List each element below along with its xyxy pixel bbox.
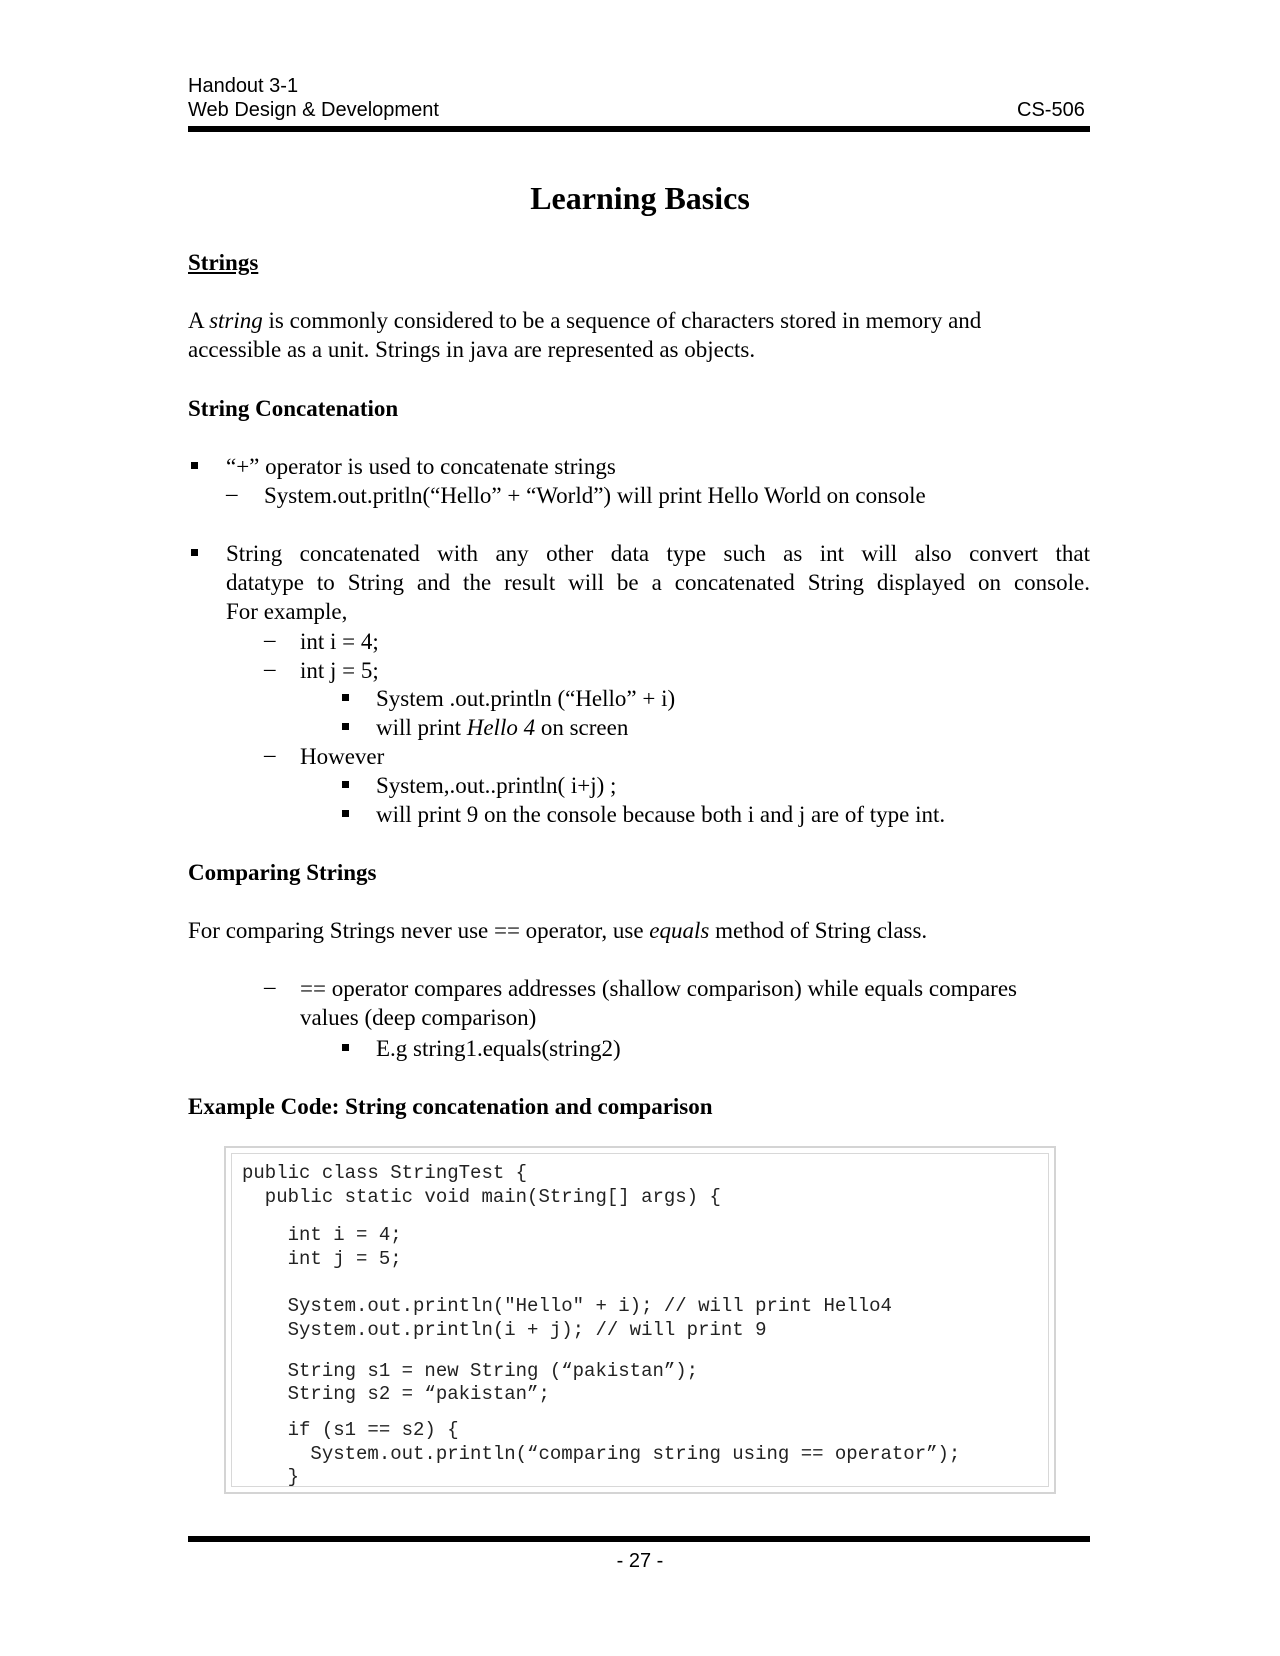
concat-heading: String Concatenation [188, 396, 399, 421]
bullet2-line2: datatype to String and the result will be a concatenated String displayed on console. [226, 570, 1090, 595]
bullet2-line1: String concatenated with any other data type such as int will also convert that [226, 541, 1090, 566]
compare-heading: Comparing Strings [188, 860, 377, 885]
concat-sub-3: However [300, 744, 385, 769]
bullet-marker [342, 810, 349, 817]
concat-bullet-1: “+” operator is used to concatenate strings [226, 454, 616, 479]
concat-bullet-1-sub: System.out.pritln(“Hello” + “World”) will print Hello World on console [264, 483, 926, 508]
header-rule [188, 126, 1090, 132]
code-line: String s1 = new String (“pakistan”); [242, 1360, 699, 1382]
compare-subsub: E.g string1.equals(string2) [376, 1036, 621, 1061]
concat-subsub-2 [376, 713, 628, 742]
para-line1-rest: is commonly considered to be a sequence of characters stored in memory and [262, 308, 982, 333]
compare-sub-line1: == operator compares addresses (shallow comparison) while equals compares [300, 976, 1017, 1001]
code-block [224, 1146, 1056, 1494]
concat-bullet-2 [226, 539, 1090, 626]
concat-subsub-3: System,.out..println( i+j) ; [376, 773, 617, 798]
concat-subsub-4: will print 9 on the console because both i and j are of type int. [376, 802, 946, 827]
compare-para-em: equals [649, 918, 710, 943]
code-line: System.out.println(“comparing string using == operator”); [242, 1443, 961, 1465]
footer-rule [188, 1536, 1090, 1542]
para-term: string [209, 308, 263, 333]
strings-heading: Strings [188, 250, 259, 275]
compare-paragraph [188, 916, 927, 945]
example-heading: Example Code: String concatenation and comparison [188, 1094, 713, 1119]
dash-marker: – [264, 627, 276, 652]
code-line: System.out.println("Hello" + i); // will print Hello4 [242, 1295, 892, 1317]
subsub2-post: on screen [535, 715, 629, 740]
code-line: String s2 = “pakistan”; [242, 1383, 550, 1405]
code-line: int i = 4; [242, 1224, 402, 1246]
strings-para-line1 [188, 306, 1090, 335]
dash-marker: – [264, 974, 276, 999]
concat-subsub-1: System .out.println (“Hello” + i) [376, 686, 676, 711]
compare-para-post: method of String class. [709, 918, 928, 943]
bullet-marker [191, 549, 198, 556]
bullet-marker [191, 462, 198, 469]
bullet2-line3: For example, [226, 599, 348, 624]
compare-sub-line2: values (deep comparison) [300, 1005, 537, 1030]
bullet-marker [342, 781, 349, 788]
course-code: CS-506 [1017, 99, 1085, 121]
dash-marker: – [264, 742, 276, 767]
subsub2-pre: will print [376, 715, 467, 740]
dash-marker: – [226, 481, 238, 506]
compare-para-pre: For comparing Strings never use == operator, use [188, 918, 650, 943]
code-line: public class StringTest { [242, 1162, 528, 1184]
strings-paragraph [188, 306, 1090, 364]
compare-sub [300, 974, 1090, 1032]
course-name: Web Design & Development [188, 99, 439, 121]
code-line: if (s1 == s2) { [242, 1419, 459, 1441]
code-line: int j = 5; [242, 1248, 402, 1270]
code-line: System.out.println(i + j); // will print 9 [242, 1319, 767, 1341]
strings-para-line2: accessible as a unit. Strings in java are represented as objects. [188, 337, 756, 362]
page-number: - 27 - [616, 1550, 664, 1572]
bullet-marker [342, 1044, 349, 1051]
dash-marker: – [264, 656, 276, 681]
concat-sub-2: int j = 5; [300, 658, 379, 683]
code-line: } [242, 1466, 300, 1488]
code-line: public static void main(String[] args) { [242, 1186, 721, 1208]
subsub2-em: Hello 4 [466, 715, 536, 740]
page-title: Learning Basics [530, 180, 750, 216]
bullet-marker [342, 694, 349, 701]
concat-sub-1: int i = 4; [300, 629, 379, 654]
handout-label: Handout 3-1 [188, 75, 299, 97]
para-article: A [188, 308, 210, 333]
bullet-marker [342, 723, 349, 730]
